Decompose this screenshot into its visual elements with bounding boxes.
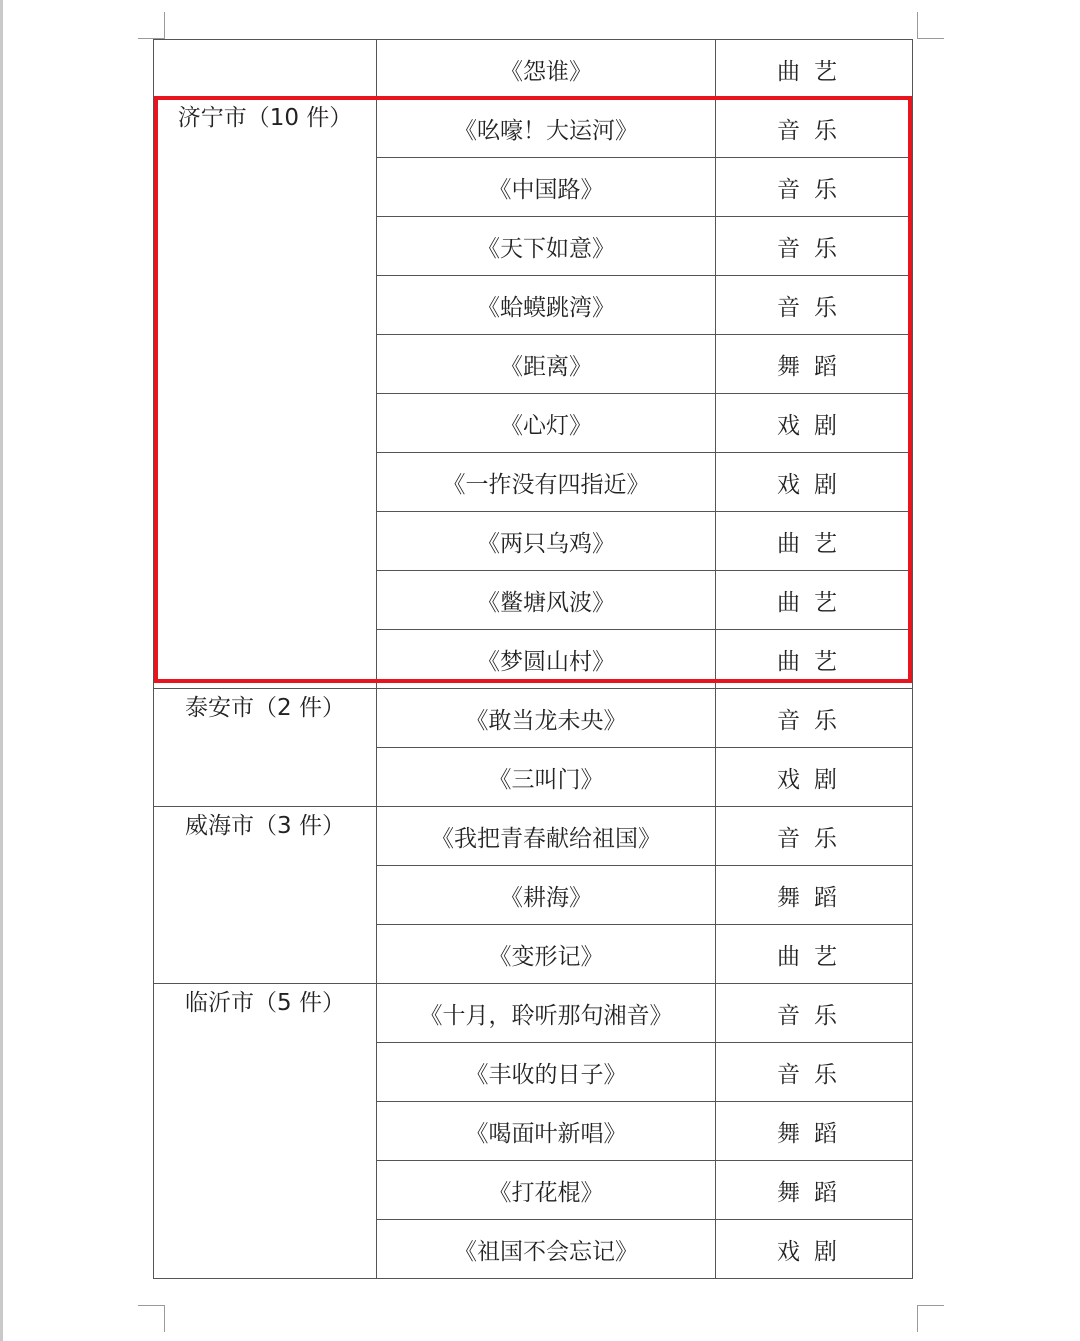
work-genre: 戏剧 bbox=[716, 748, 913, 807]
work-title: 《敢当龙未央》 bbox=[377, 689, 716, 748]
city-cell-empty bbox=[154, 40, 377, 99]
work-genre: 音乐 bbox=[716, 1043, 913, 1102]
crop-mark-bottom-left bbox=[138, 1305, 165, 1332]
work-genre: 曲艺 bbox=[716, 40, 913, 99]
city-cell: 威海市（3 件） bbox=[154, 807, 377, 984]
work-genre: 舞蹈 bbox=[716, 866, 913, 925]
work-genre: 曲艺 bbox=[716, 512, 913, 571]
work-title: 《祖国不会忘记》 bbox=[377, 1220, 716, 1279]
work-genre: 曲艺 bbox=[716, 925, 913, 984]
page-edge bbox=[0, 0, 3, 1341]
table-row bbox=[154, 689, 913, 748]
work-genre: 音乐 bbox=[716, 217, 913, 276]
work-title: 《一拃没有四指近》 bbox=[377, 453, 716, 512]
work-genre: 戏剧 bbox=[716, 453, 913, 512]
work-genre: 舞蹈 bbox=[716, 335, 913, 394]
work-title: 《天下如意》 bbox=[377, 217, 716, 276]
work-title: 《喝面叶新唱》 bbox=[377, 1102, 716, 1161]
work-genre: 音乐 bbox=[716, 807, 913, 866]
work-title: 《中国路》 bbox=[377, 158, 716, 217]
work-title: 《蛤蟆跳湾》 bbox=[377, 276, 716, 335]
work-title: 《梦圆山村》 bbox=[377, 630, 716, 689]
work-genre: 曲艺 bbox=[716, 630, 913, 689]
table-row bbox=[154, 807, 913, 866]
table-row bbox=[154, 99, 913, 158]
work-genre: 舞蹈 bbox=[716, 1161, 913, 1220]
work-genre: 舞蹈 bbox=[716, 1102, 913, 1161]
work-title: 《两只乌鸡》 bbox=[377, 512, 716, 571]
work-title: 《我把青春献给祖国》 bbox=[377, 807, 716, 866]
city-cell: 济宁市（10 件） bbox=[154, 99, 377, 689]
work-title: 《打花棍》 bbox=[377, 1161, 716, 1220]
work-genre: 音乐 bbox=[716, 99, 913, 158]
work-title: 《距离》 bbox=[377, 335, 716, 394]
work-title: 《耕海》 bbox=[377, 866, 716, 925]
work-genre: 曲艺 bbox=[716, 571, 913, 630]
city-cell: 临沂市（5 件） bbox=[154, 984, 377, 1279]
work-title: 《三叫门》 bbox=[377, 748, 716, 807]
crop-mark-top-right bbox=[917, 12, 944, 39]
work-title: 《十月，聆听那句湘音》 bbox=[377, 984, 716, 1043]
crop-mark-bottom-right bbox=[917, 1305, 944, 1332]
table-row bbox=[154, 40, 913, 99]
work-title: 《吆嚎！大运河》 bbox=[377, 99, 716, 158]
city-cell: 泰安市（2 件） bbox=[154, 689, 377, 807]
work-genre: 音乐 bbox=[716, 158, 913, 217]
table-row bbox=[154, 984, 913, 1043]
work-title: 《怨谁》 bbox=[377, 40, 716, 99]
work-genre: 音乐 bbox=[716, 276, 913, 335]
crop-mark-top-left bbox=[138, 12, 165, 39]
work-genre: 戏剧 bbox=[716, 394, 913, 453]
work-genre: 音乐 bbox=[716, 984, 913, 1043]
work-genre: 戏剧 bbox=[716, 1220, 913, 1279]
works-table bbox=[153, 39, 913, 1279]
work-genre: 音乐 bbox=[716, 689, 913, 748]
work-title: 《鳖塘风波》 bbox=[377, 571, 716, 630]
work-title: 《丰收的日子》 bbox=[377, 1043, 716, 1102]
work-title: 《变形记》 bbox=[377, 925, 716, 984]
work-title: 《心灯》 bbox=[377, 394, 716, 453]
